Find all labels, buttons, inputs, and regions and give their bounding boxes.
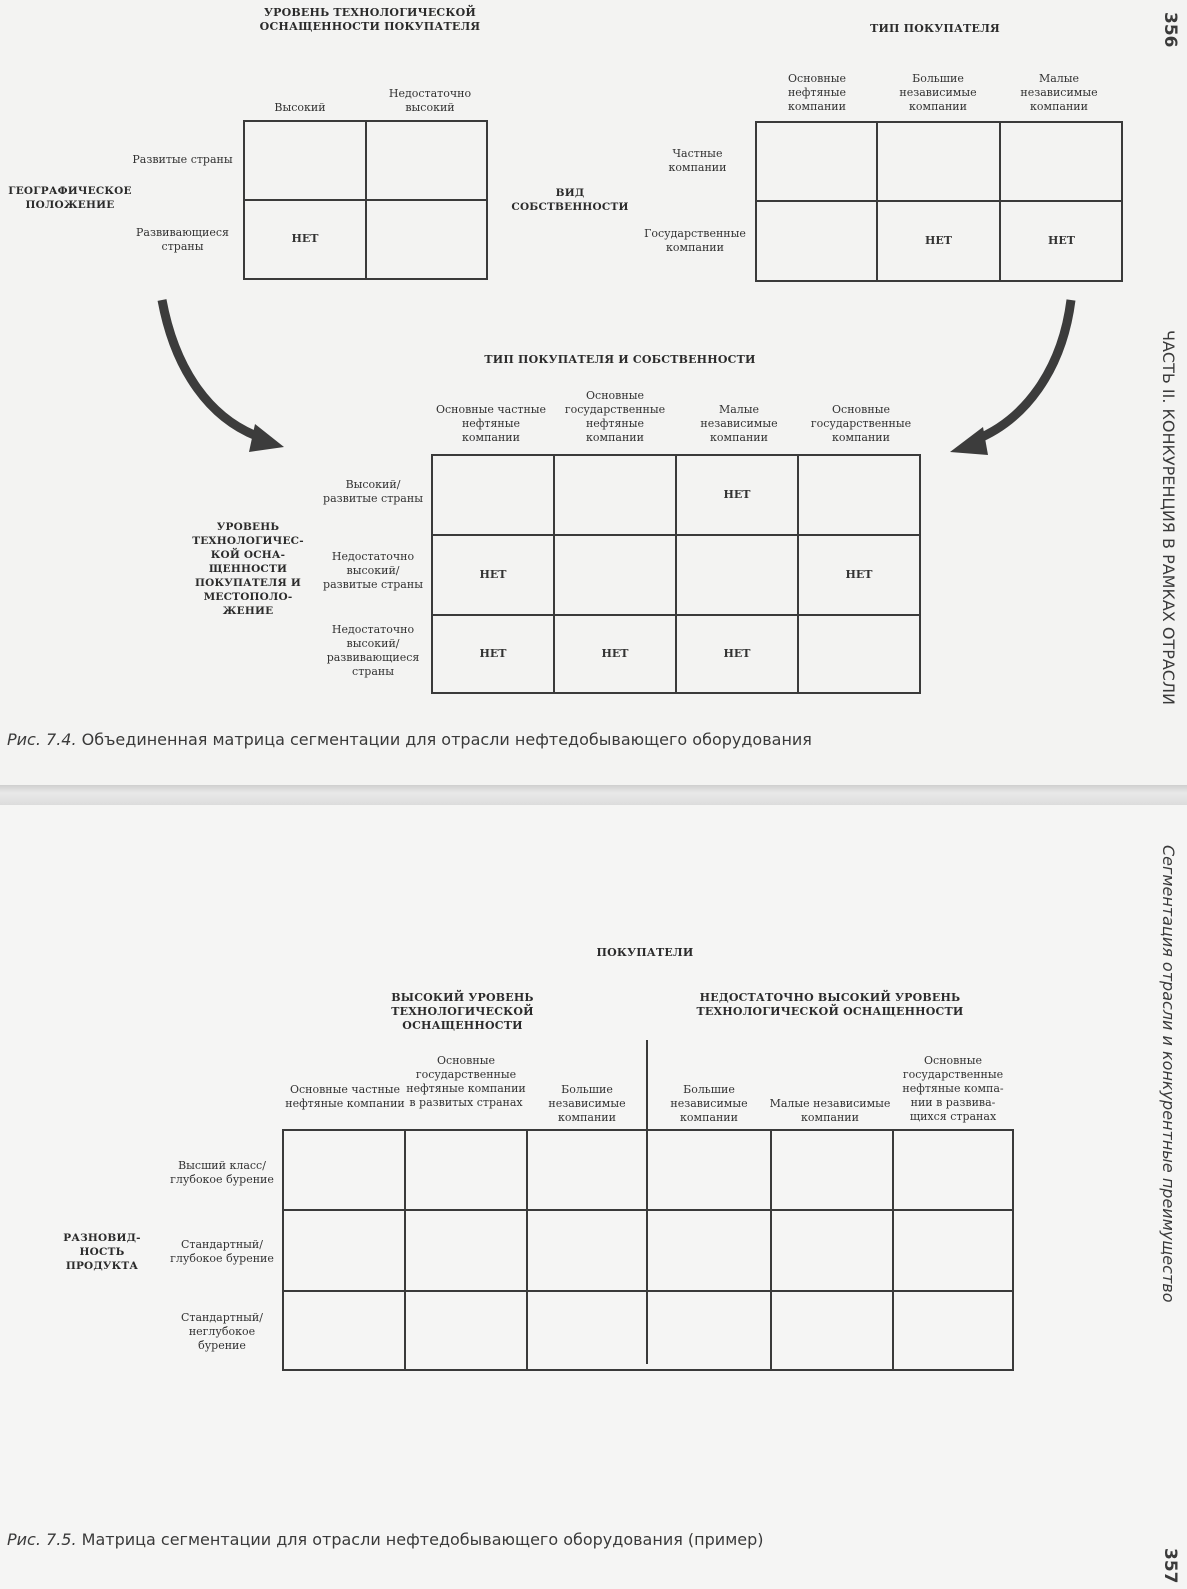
left-col-low: Недостаточно высокий — [388, 87, 472, 114]
right-matrix-title: ТИП ПОКУПАТЕЛЯ — [870, 22, 1000, 35]
figure-caption-7-4 — [7, 730, 812, 749]
right-col-1: Основные нефтяные компании — [787, 72, 847, 113]
bottom-matrix-grid — [282, 1129, 1014, 1371]
page-number: 356 — [1160, 12, 1180, 48]
bottom-row-1: Высший класс/ глубокое бурение — [170, 1159, 274, 1186]
combined-cell-no: НЕТ — [479, 568, 507, 581]
right-row-2: Государственные компании — [644, 227, 746, 254]
combined-cell-no: НЕТ — [601, 647, 629, 660]
combined-cell-no: НЕТ — [479, 647, 507, 660]
running-head: ЧАСТЬ II. КОНКУРЕНЦИЯ В РАМКАХ ОТРАСЛИ — [1159, 330, 1178, 705]
right-cell-no: НЕТ — [925, 234, 952, 247]
bottom-col-1: Основные частные нефтяные компании — [285, 1083, 405, 1110]
bottom-row-3: Стандартный/ неглубокое бурение — [181, 1311, 263, 1352]
left-row-2: Развивающиеся страны — [136, 226, 229, 253]
left-row-axis: ГЕОГРАФИЧЕСКОЕ ПОЛОЖЕНИЕ — [8, 185, 132, 211]
bottom-grid-divider — [282, 1290, 1014, 1292]
left-matrix-title: УРОВЕНЬ ТЕХНОЛОГИЧЕСКОЙ ОСНАЩЕННОСТИ ПОКУПАТЕЛЯ — [259, 6, 481, 33]
figure-caption-7-5 — [7, 1530, 764, 1549]
book-gutter — [0, 785, 1187, 805]
left-curved-arrow — [162, 300, 262, 438]
group-high-header: ВЫСОКИЙ УРОВЕНЬ ТЕХНОЛОГИЧЕСКОЙ ОСНАЩЕННОСТИ — [391, 991, 534, 1032]
right-curved-arrow — [975, 300, 1071, 440]
bottom-grid-divider — [282, 1209, 1014, 1211]
bottom-col-2: Основные государственные нефтяные компании в развитых странах — [406, 1054, 526, 1109]
bottom-grid-divider — [770, 1129, 772, 1371]
left-col-high: Высокий — [274, 101, 326, 114]
combined-row-2: Недостаточно высокий/ развитые страны — [323, 550, 423, 591]
right-arrow-head — [950, 427, 988, 455]
right-col-2: Большие независимые компании — [899, 72, 977, 113]
left-arrow-head — [249, 424, 284, 452]
page-number: 357 — [1160, 1548, 1180, 1584]
caption-number: Рис. 7.4. — [7, 730, 77, 749]
combined-col-2: Основные государственные нефтяные компании — [564, 389, 666, 444]
left-row-1: Развитые страны — [132, 153, 233, 166]
right-row-1: Частные компании — [668, 147, 727, 174]
combined-col-1: Основные частные нефтяные компании — [435, 403, 547, 444]
bottom-row-axis: РАЗНОВИД-НОСТЬ ПРОДУКТА — [63, 1232, 141, 1272]
combined-row-1: Высокий/ развитые страны — [323, 478, 423, 505]
caption-text: Матрица сегментации для отрасли нефтедобывающего оборудования (пример) — [81, 1530, 764, 1549]
bottom-grid-divider — [892, 1129, 894, 1371]
right-col-3: Малые независимые компании — [1020, 72, 1098, 113]
bottom-col-6: Основные государственные нефтяные компа-нии в развива-щихся странах — [902, 1054, 1004, 1123]
bottom-grid-divider — [526, 1129, 528, 1371]
caption-text: Объединенная матрица сегментации для отрасли нефтедобывающего оборудования — [81, 730, 812, 749]
left-cell-no: НЕТ — [291, 232, 319, 245]
combined-col-4: Основные государственные компании — [810, 403, 912, 444]
bottom-col-5: Малые независимые компании — [769, 1097, 891, 1124]
combined-matrix-title: ТИП ПОКУПАТЕЛЯ И СОБСТВЕННОСТИ — [484, 353, 756, 366]
bottom-col-4: Большие независимые компании — [670, 1083, 748, 1124]
running-head: Сегментация отрасли и конкурентные преимущество — [1159, 845, 1178, 1303]
combined-row-axis: УРОВЕНЬ ТЕХНОЛОГИЧЕС-КОЙ ОСНА-ЩЕННОСТИ ПОКУПАТЕЛЯ И МЕСТОПОЛО-ЖЕНИЕ — [192, 521, 304, 617]
combined-row-3: Недостаточно высокий/ развивающиеся страны — [326, 623, 420, 678]
bottom-title: ПОКУПАТЕЛИ — [596, 946, 694, 959]
combined-cell-no: НЕТ — [845, 568, 873, 581]
bottom-col-3: Большие независимые компании — [548, 1083, 626, 1124]
combined-col-3: Малые независимые компании — [700, 403, 778, 444]
combined-grid-divider — [431, 534, 921, 536]
bottom-grid-divider — [404, 1129, 406, 1371]
bottom-row-2: Стандартный/ глубокое бурение — [170, 1238, 274, 1265]
group-low-header: НЕДОСТАТОЧНО ВЫСОКИЙ УРОВЕНЬ ТЕХНОЛОГИЧЕСКОЙ ОСНАЩЕННОСТИ — [696, 991, 964, 1018]
caption-number: Рис. 7.5. — [7, 1530, 77, 1549]
combined-grid-divider — [431, 614, 921, 616]
right-cell-no: НЕТ — [1048, 234, 1075, 247]
combined-cell-no: НЕТ — [723, 488, 751, 501]
combined-cell-no: НЕТ — [723, 647, 751, 660]
right-row-axis: ВИД СОБСТВЕННОСТИ — [511, 187, 629, 213]
